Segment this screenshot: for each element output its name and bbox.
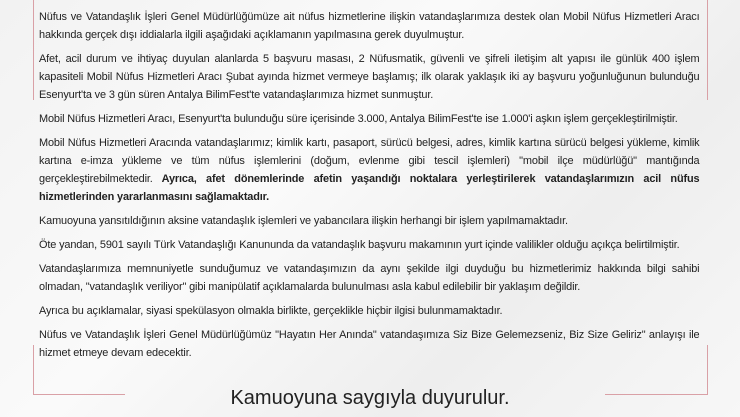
- frame-border: [707, 0, 708, 100]
- paragraph-text: Mobil Nüfus Hizmetleri Aracında vatandaşlarımız; kimlik kartı, pasaport, sürücü belgesi, adres, kimlik kartına sürücü belgesi yükleme, kimlik kartına e-imza yükleme ve tüm nüfus işlemlerini (doğum, evlenme gibi tescil işlemleri) "mobil ilçe müdürlüğü" mantığında gerçekleştirebilmektedir.: [39, 137, 700, 185]
- announcement-body: [39, 8, 699, 368]
- paragraph: [39, 134, 699, 206]
- paragraph: Nüfus ve Vatandaşlık İşleri Genel Müdürlüğümüze ait nüfus hizmetlerine ilişkin vatandaşlarımıza destek olan Mobil Nüfus Hizmetleri Aracı hakkında gerçek dışı iddialarla ilgili aşağıdaki açıklamanın yapılmasına gerek duyulmuştur.: [39, 11, 700, 41]
- closing-statement: Kamuoyuna saygıyla duyurulur.: [230, 387, 510, 409]
- frame-border: [33, 0, 34, 100]
- paragraph: Ayrıca bu açıklamalar, siyasi spekülasyon olmakla birlikte, gerçeklikle hiçbir ilgisi bulunmamaktadır.: [39, 305, 503, 317]
- paragraph: Nüfus ve Vatandaşlık İşleri Genel Müdürlüğümüz "Hayatın Her Anında" vatandaşımıza Siz Bize Gelemezseniz, Biz Size Geliriz" anlayışı ile hizmet etmeye devam edecektir.: [39, 329, 700, 359]
- paragraph: Mobil Nüfus Hizmetleri Aracı, Esenyurt'ta bulunduğu süre içerisinde 3.000, Antalya BilimFest'te ise 1.000'i aşkın işlem gerçekleştirilmiştir.: [39, 113, 678, 125]
- paragraph: Öte yandan, 5901 sayılı Türk Vatandaşlığı Kanununda da vatandaşlık başvuru makamının yurt içinde valilikler olduğu açıkça belirtilmiştir.: [39, 239, 680, 251]
- bold-sentence: Ayrıca, afet dönemlerinde afetin yaşandığı noktalara yerleştirilerek vatandaşlarımızın acil nüfus hizmetlerinden yararlanmasını sağlamaktadır.: [39, 173, 700, 203]
- paragraph: Vatandaşlarımıza memnuniyetle sunduğumuz ve vatandaşımızın da aynı şekilde ilgi duyduğu bu hizmetlerimiz hakkında bilgi sahibi olmadan, "vatandaşlık veriliyor" gibi manipülatif açıklamalarda bulunulması asla kabul edilebilir bir yaklaşım değildir.: [39, 263, 700, 293]
- paragraph: Kamuoyuna yansıtıldığının aksine vatandaşlık işlemleri ve yabancılara ilişkin herhangi bir işlem yapılmamaktadır.: [39, 215, 568, 227]
- paragraph: Afet, acil durum ve ihtiyaç duyulan alanlarda 5 başvuru masası, 2 Nüfusmatik, güvenli ve şifreli iletişim alt yapısı ile günlük 400 işlem kapasiteli Mobil Nüfus Hizmetleri Aracı Şubat ayında hizmet vermeye başlamış; ilk olarak yaklaşık iki ay başvuru yoğunluğunun bulunduğu Esenyurt'ta ve 3 gün süren Antalya BilimFest'te vatandaşlarımıza hizmet sunmuştur.: [39, 53, 700, 101]
